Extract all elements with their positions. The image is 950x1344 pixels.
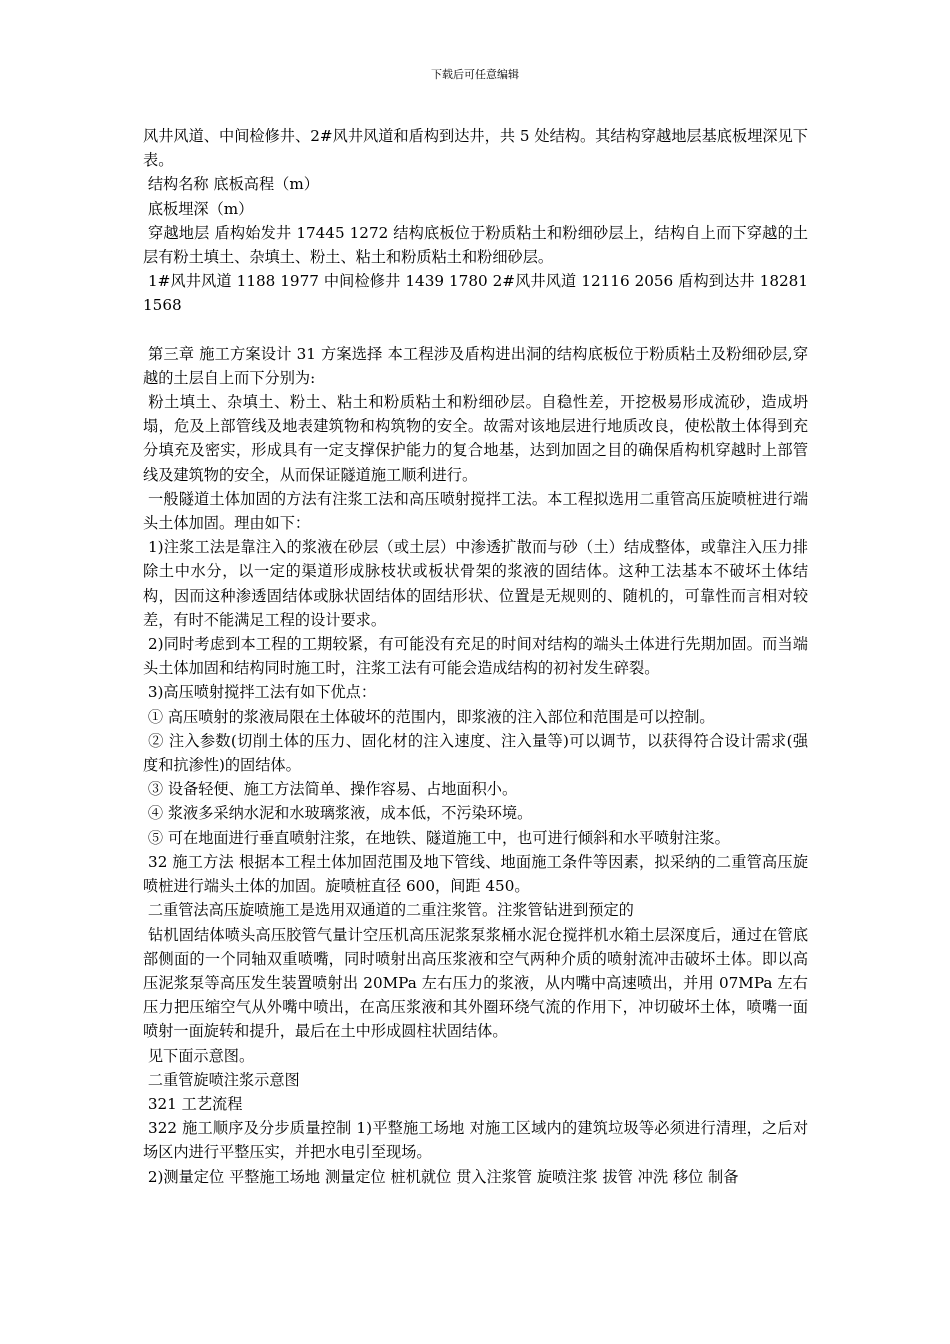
paragraph: 二重管旋喷注浆示意图 (143, 1070, 300, 1089)
paragraph: 见下面示意图。 (143, 1046, 255, 1065)
paragraph: 1#风井风道 1188 1977 中间检修井 1439 1780 2#风井风道 12116 2056 盾构到达井 18281 1568 (143, 272, 813, 315)
paragraph: 底板埋深（m） (143, 199, 254, 218)
paragraph: ⑤ 可在地面进行垂直喷射注浆，在地铁、隧道施工中，也可进行倾斜和水平喷射注浆。 (143, 828, 730, 847)
paragraph: 穿越地层 盾构始发井 17445 1272 结构底板位于粉质粘土和粉细砂层上，结构自上而下穿越的土层有粉土填土、杂填土、粉土、粘土和粉质粘土和粉细砂层。 (143, 223, 809, 267)
paragraph: 一般隧道土体加固的方法有注浆工法和高压喷射搅拌工法。本工程拟选用二重管高压旋喷桩进行端头土体加固。理由如下： (143, 489, 809, 533)
paragraph: 钻机固结体喷头高压胶管气量计空压机高压泥浆泵浆桶水泥仓搅拌机水箱土层深度后，通过在管底部侧面的一个同轴双重喷嘴，同时喷射出高压浆液和空气两种介质的喷射流冲击破坏土体。即以高压泥浆泵等高压发生装置喷射出 20MPa 左右压力的浆液，从内嘴中高速喷出，并用 07MPa 左右压力把压缩空气从外嘴中喷出，在高压浆液和其外圈环绕气流的作用下，冲切破坏土体，喷嘴一面喷射一面旋转和提升，最后在土中形成圆柱状固结体。 (143, 925, 809, 1041)
paragraph: 2)同时考虑到本工程的工期较紧，有可能没有充足的时间对结构的端头土体进行先期加固。而当端头土体加固和结构同时施工时，注浆工法有可能会造成结构的初衬发生碎裂。 (143, 635, 808, 678)
document-body (143, 124, 813, 1189)
paragraph: 1)注浆工法是靠注入的浆液在砂层（或土层）中渗透扩散而与砂（土）结成整体，或靠注入压力排除土中水分，以一定的渠道形成脉枝状或板状骨架的浆液的固结体。这种工法基本不破坏土体结构，因而这种渗透固结体或脉状固结体的固结形状、位置是无规则的、随机的，可靠性而言相对较差，有时不能满足工程的设计要求。 (143, 538, 808, 629)
blank-line (143, 318, 808, 342)
paragraph: ① 高压喷射的浆液局限在土体破坏的范围内，即浆液的注入部位和范围是可以控制。 (143, 707, 715, 726)
paragraph: 32 施工方法 根据本工程土体加固范围及地下管线、地面施工条件等因素，拟采纳的二重管高压旋喷桩进行端头土体的加固。旋喷桩直径 600，间距 450。 (143, 852, 809, 896)
paragraph: ④ 浆液多采纳水泥和水玻璃浆液，成本低，不污染环境。 (143, 804, 533, 823)
paragraph: 3)高压喷射搅拌工法有如下优点： (143, 683, 377, 702)
paragraph: 风井风道、中间检修井、2#风井风道和盾构到达井，共 5 处结构。其结构穿越地层基底板埋深见下表。 (143, 127, 808, 170)
paragraph: 2)测量定位 平整施工场地 测量定位 桩机就位 贯入注浆管 旋喷注浆 拔管 冲洗 移位 制备 (143, 1167, 739, 1186)
paragraph: 第三章 施工方案设计 31 方案选择 本工程涉及盾构进出洞的结构底板位于粉质粘土及粉细砂层,穿越的土层自上而下分别为: (143, 344, 809, 387)
paragraph: ③ 设备轻便、施工方法简单、操作容易、占地面积小。 (143, 780, 518, 799)
paragraph: 322 施工顺序及分步质量控制 1)平整施工场地 对施工区域内的建筑垃圾等必须进行清理，之后对场区内进行平整压实，并把水电引至现场。 (143, 1119, 809, 1162)
paragraph: 粉土填土、杂填土、粉土、粘土和粉质粘土和粉细砂层。自稳性差，开挖极易形成流砂，造成坍塌，危及上部管线及地表建筑物和构筑物的安全。故需对该地层进行地质改良，使松散土体得到充分填充及密实，形成具有一定支撑保护能力的复合地基，达到加固之目的确保盾构机穿越时上部管线及建筑物的安全，从而保证隧道施工顺利进行。 (143, 393, 809, 484)
paragraph: 321 工艺流程 (143, 1094, 243, 1113)
paragraph: ② 注入参数(切削土体的压力、固化材的注入速度、注入量等)可以调节，以获得符合设计需求(强度和抗渗性)的固结体。 (143, 731, 809, 775)
paragraph: 结构名称 底板高程（m） (143, 175, 319, 194)
page-header: 下载后可任意编辑 (431, 68, 519, 81)
paragraph: 二重管法高压旋喷施工是选用双通道的二重注浆管。注浆管钻进到预定的 (143, 901, 634, 920)
